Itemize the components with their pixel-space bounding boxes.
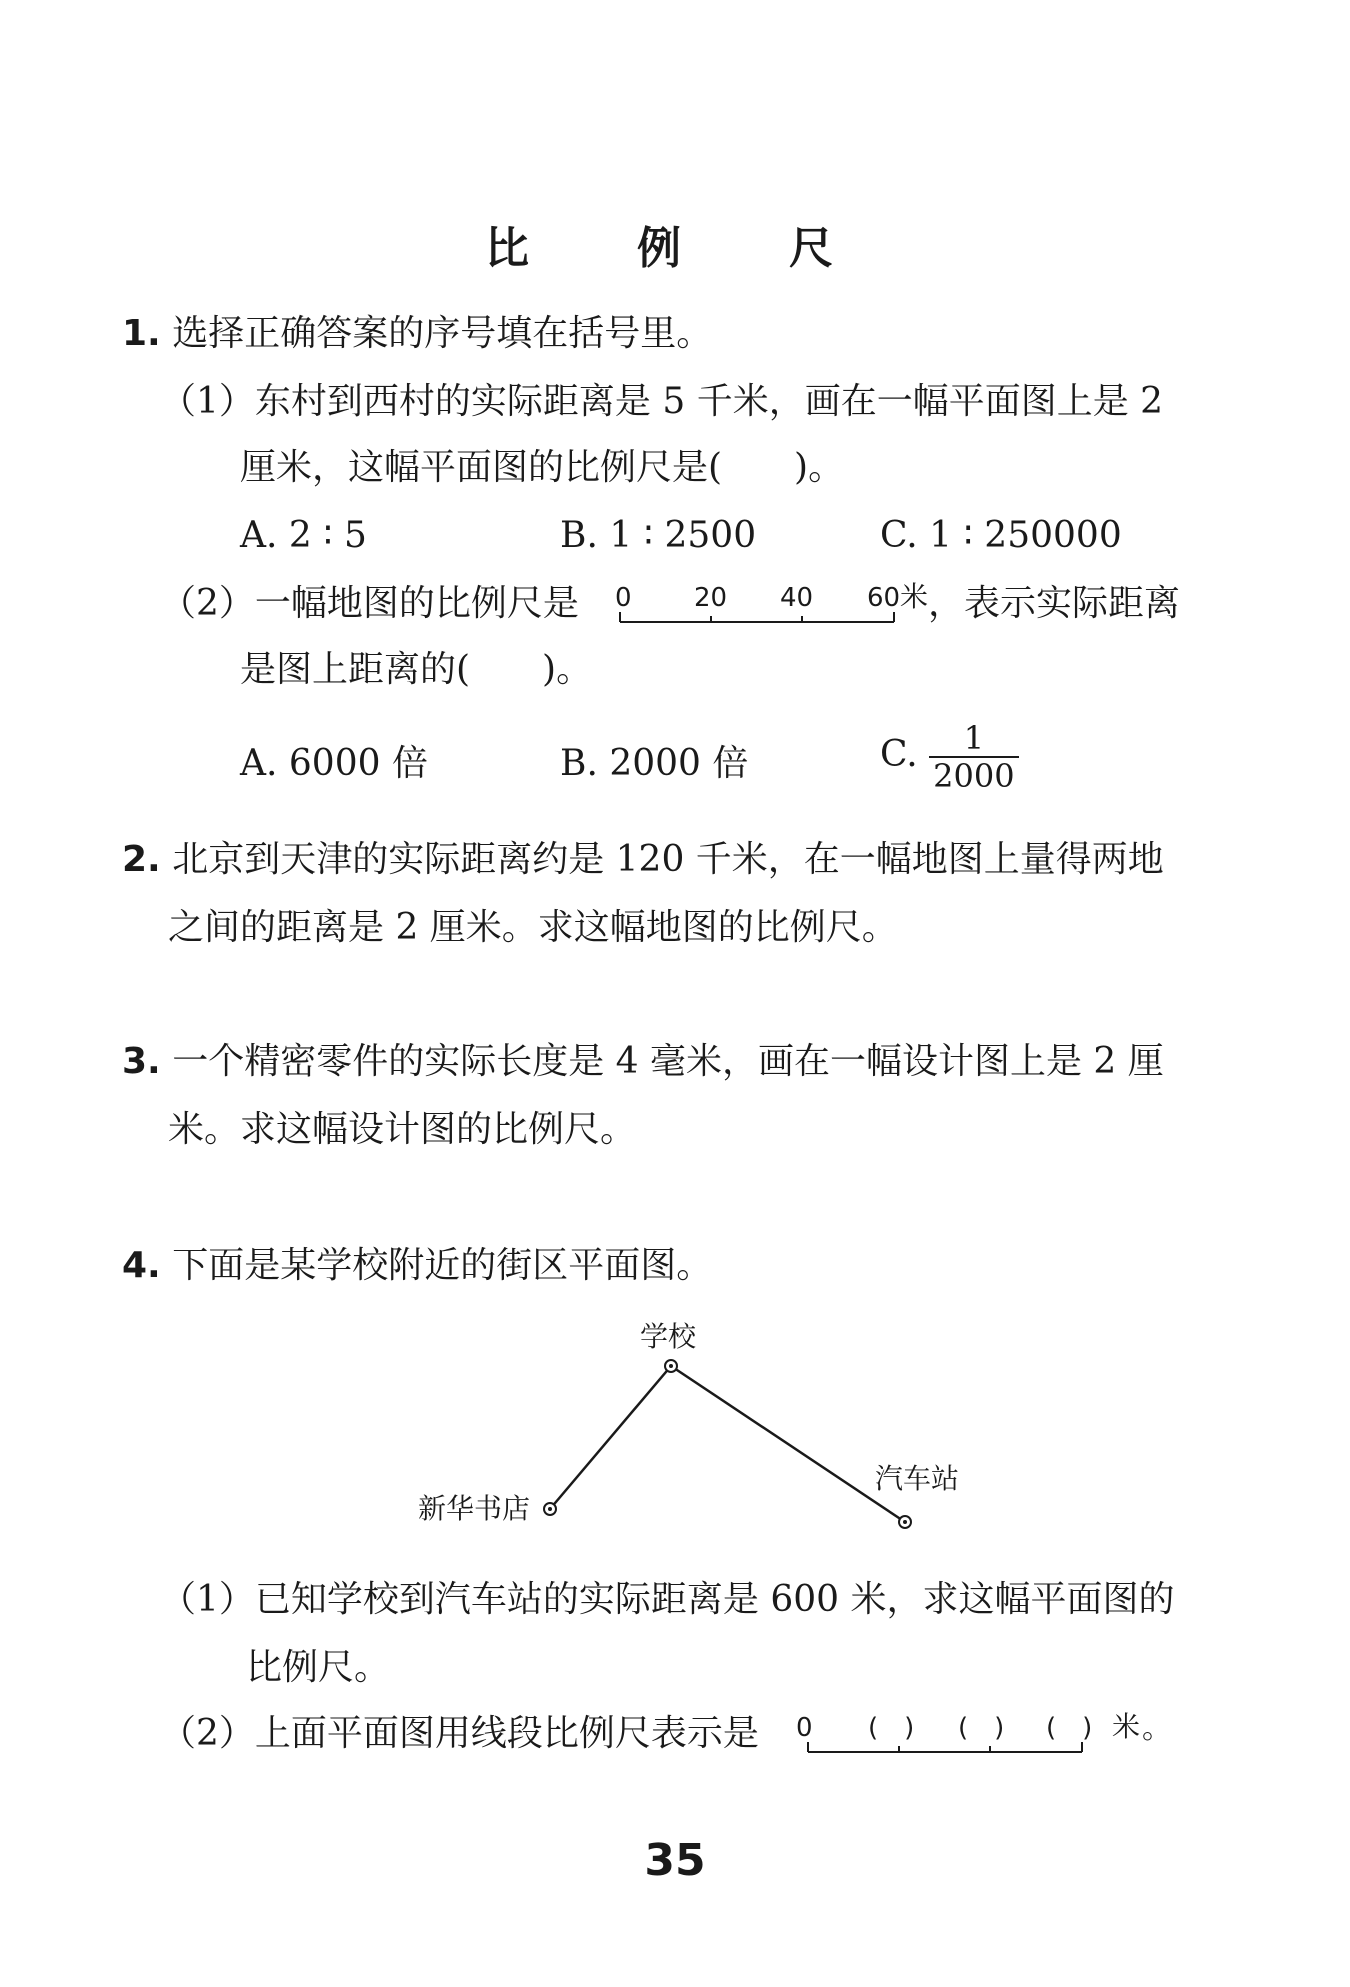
- blank-scale-answer-3: ( ): [1046, 1713, 1093, 1743]
- question-3: [122, 1040, 1164, 1084]
- q4-part2-prefix: （2）上面平面图用线段比例尺表示是: [160, 1713, 759, 1754]
- question-stem: 选择正确答案的序号填在括号里。: [172, 313, 713, 354]
- question-text-line2: 之间的距离是 2 厘米。求这幅地图的比例尺。: [168, 907, 898, 948]
- q1-part1-line1: （1）东村到西村的实际距离是 5 千米，画在一幅平面图上是 2: [160, 381, 1164, 422]
- fraction-denominator: 2000: [933, 757, 1015, 795]
- question-number: 1.: [122, 313, 161, 354]
- question-text-line1: 一个精密零件的实际长度是 4 毫米，画在一幅设计图上是 2 厘: [172, 1041, 1164, 1082]
- scale-label-40: 40: [780, 583, 814, 613]
- q1-part2-suffix: ，表示实际距离: [928, 583, 1181, 624]
- page-number: 35: [644, 1835, 706, 1886]
- sentence-end: 。: [1142, 1711, 1172, 1746]
- road-bookstore-school: [550, 1366, 671, 1509]
- blank-scale-zero: 0: [796, 1713, 813, 1743]
- q1-part1-line2: 厘米，这幅平面图的比例尺是( )。: [240, 447, 845, 488]
- scale-label-20: 20: [694, 583, 728, 613]
- q1-part1-option-a: A. 2 ∶ 5: [240, 515, 367, 556]
- bookstore-label: 新华书店: [418, 1492, 531, 1525]
- blank-scale-answer-2: ( ): [958, 1713, 1005, 1743]
- line-scale-bar: [612, 576, 929, 636]
- question-number: 4.: [122, 1245, 161, 1286]
- q1-part1-option-c: C. 1 ∶ 250000: [880, 515, 1122, 556]
- q1-part1-option-b: B. 1 ∶ 2500: [560, 515, 757, 556]
- q1-part2-line2: 是图上距离的( )。: [240, 649, 593, 690]
- street-map-diagram: [400, 1310, 1000, 1540]
- q1-part2-option-b: B. 2000 倍: [560, 743, 749, 784]
- scale-label-60: 60: [867, 583, 901, 613]
- question-number: 2.: [122, 839, 161, 880]
- road-school-bus-station: [671, 1366, 905, 1522]
- blank-scale-answer-1: ( ): [868, 1713, 915, 1743]
- school-label: 学校: [640, 1320, 697, 1353]
- q4-part1-line1: （1）已知学校到汽车站的实际距离是 600 米，求这幅平面图的: [160, 1579, 1175, 1620]
- fraction: [929, 720, 1018, 794]
- bus-station-point-center: [903, 1520, 907, 1524]
- q4-part1-line2: 比例尺。: [246, 1647, 391, 1688]
- bookstore-point-center: [548, 1507, 552, 1511]
- bus-station-label: 汽车站: [875, 1462, 960, 1495]
- question-stem: 下面是某学校附近的街区平面图。: [172, 1245, 713, 1286]
- blank-scale-bar: [796, 1706, 1196, 1766]
- q1-part2-option-a: A. 6000 倍: [240, 743, 428, 784]
- school-point-center: [669, 1364, 673, 1368]
- question-text-line1: 北京到天津的实际距离约是 120 千米，在一幅地图上量得两地: [172, 839, 1164, 880]
- scale-unit: 米: [900, 580, 929, 613]
- fraction-numerator: 1: [929, 720, 1018, 758]
- blank-scale-unit: 米: [1112, 1710, 1141, 1743]
- question-4: [122, 1244, 712, 1288]
- question-1: [122, 312, 712, 356]
- q1-part2-prefix: （2）一幅地图的比例尺是: [160, 583, 579, 624]
- question-text-line2: 米。求这幅设计图的比例尺。: [168, 1109, 637, 1150]
- question-2: [122, 838, 1164, 882]
- scale-label-0: 0: [615, 583, 632, 613]
- question-number: 3.: [122, 1041, 161, 1082]
- option-c-label: C.: [880, 734, 918, 775]
- page-title: 比 例 尺: [485, 223, 865, 274]
- q1-part2-option-c: [880, 720, 1019, 794]
